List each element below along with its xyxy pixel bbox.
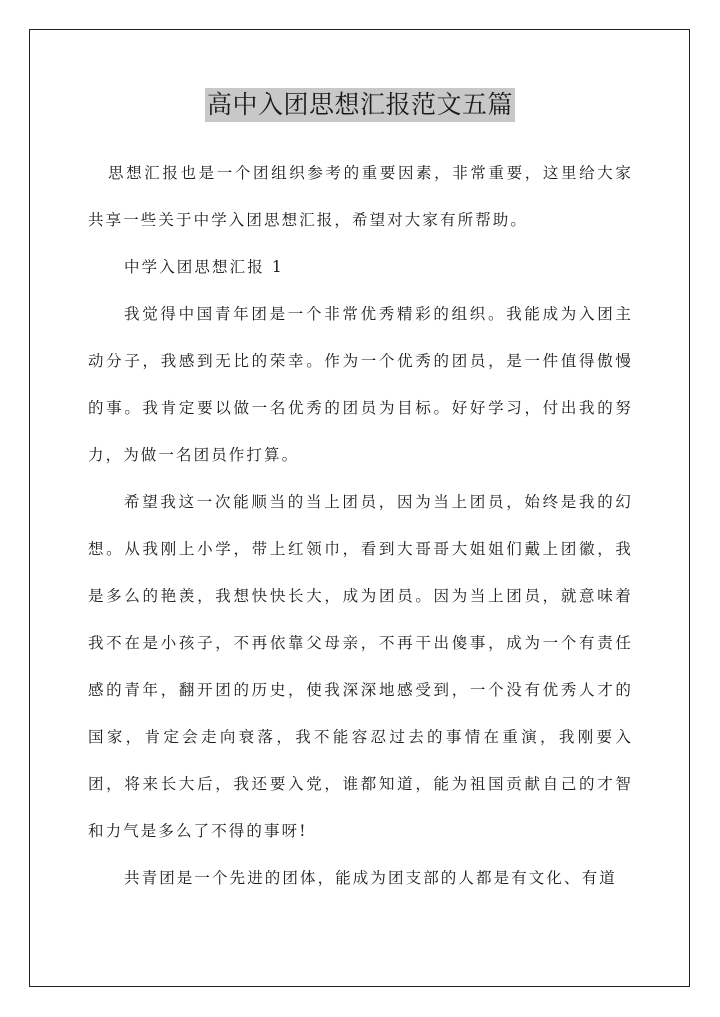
document-body	[88, 150, 633, 902]
document-title: 高中入团思想汇报范文五篇	[205, 88, 515, 122]
body-paragraph-1: 我觉得中国青年团是一个非常优秀精彩的组织。我能成为入团主动分子，我感到无比的荣幸。作为一个优秀的团员，是一件值得傲慢的事。我肯定要以做一名优秀的团员为目标。好好学习，付出我的努力，为做一名团员作打算。	[88, 305, 633, 464]
intro-paragraph: 思想汇报也是一个团组织参考的重要因素，非常重要，这里给大家共享一些关于中学入团思想汇报，希望对大家有所帮助。	[88, 164, 633, 229]
title-container	[0, 88, 720, 122]
body-paragraph-3: 共青团是一个先进的团体，能成为团支部的人都是有文化、有道	[124, 869, 617, 887]
section-heading: 中学入团思想汇报 1	[124, 258, 284, 276]
body-paragraph-2: 希望我这一次能顺当的当上团员，因为当上团员，始终是我的幻想。从我刚上小学，带上红领巾，看到大哥哥大姐姐们戴上团徽，我是多么的艳羡，我想快快长大，成为团员。因为当上团员，就意味着我不在是小孩子，不再依靠父母亲，不再干出傻事，成为一个有责任感的青年，翻开团的历史，使我深深地感受到，一个没有优秀人才的国家，肯定会走向衰落，我不能容忍过去的事情在重演，我刚要入团，将来长大后，我还要入党，谁都知道，能为祖国贡献自己的才智和力气是多么了不得的事呀!	[88, 493, 633, 840]
